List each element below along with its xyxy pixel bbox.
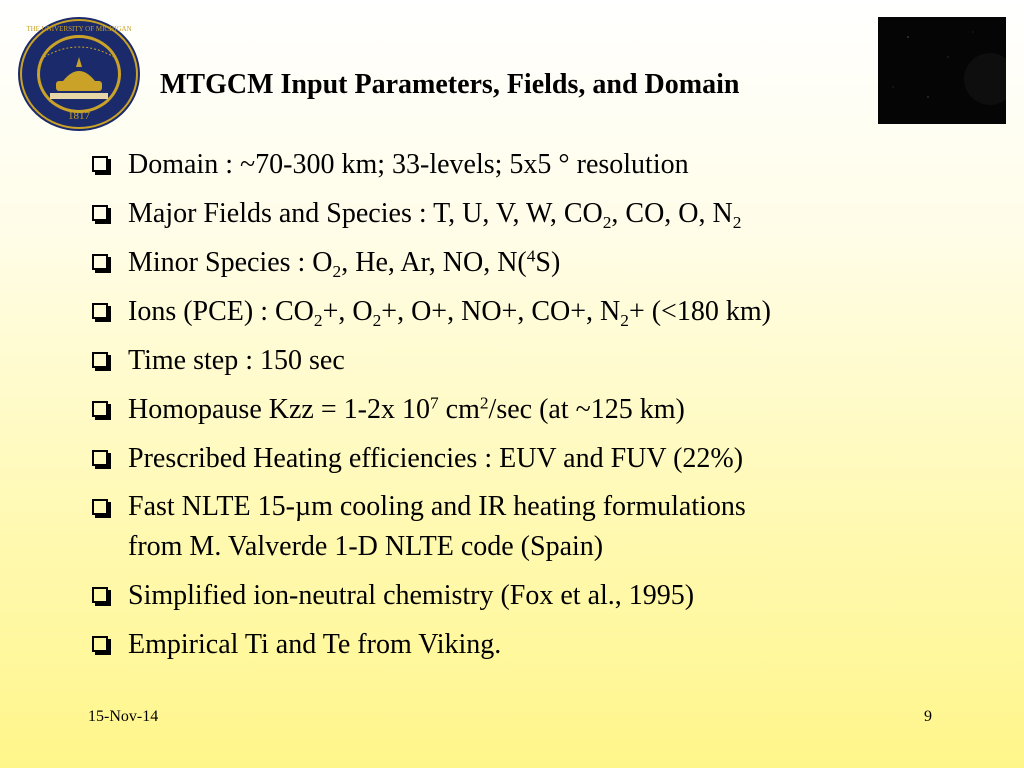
checkbox-bullet-icon [92, 303, 108, 319]
checkbox-bullet-icon [92, 401, 108, 417]
checkbox-bullet-icon [92, 636, 108, 652]
bullet-text: Ions (PCE) : $CO_2+$, $O_2+$, O+, NO+, CO+, $N_2+ (<180$ km) [128, 296, 771, 331]
bullet-text: Major Fields and Species : T, U, V, W, $CO_2$, CO, O, $N_2$ [128, 198, 742, 233]
bullet-text: Simplified ion-neutral chemistry (Fox et al., 1995) [128, 580, 695, 611]
checkbox-bullet-icon [92, 450, 108, 466]
seal-ring-text: THE UNIVERSITY OF MICHIGAN [26, 25, 132, 33]
bullet-item [92, 340, 992, 381]
bullet-item [92, 487, 992, 567]
bullet-text: Domain : ~70-300 km; 33-levels; 5x5 ° resolution [128, 149, 689, 180]
bullet-list [92, 144, 992, 673]
checkbox-bullet-icon [92, 254, 108, 270]
bullet-item [92, 193, 992, 234]
bullet-item [92, 291, 992, 332]
checkbox-bullet-icon [92, 205, 108, 221]
seal-icon [18, 17, 140, 131]
bullet-item [92, 575, 992, 616]
bullet-item [92, 242, 992, 283]
bullet-text: Time step : 150 sec [128, 345, 345, 376]
bullet-item [92, 389, 992, 430]
bullet-item [92, 624, 992, 665]
starfield-image [878, 17, 1006, 124]
checkbox-bullet-icon [92, 499, 108, 515]
bullet-text: Empirical Ti and Te from Viking. [128, 629, 502, 660]
bullet-item [92, 144, 992, 185]
slide-title: MTGCM Input Parameters, Fields, and Domain [160, 69, 740, 100]
footer-date: 15-Nov-14 [88, 708, 159, 725]
checkbox-bullet-icon [92, 587, 108, 603]
mars-photo [878, 17, 1006, 124]
checkbox-bullet-icon [92, 352, 108, 368]
bullet-text: Minor Species : $O_2$, He, Ar, NO, N($^4$S) [128, 246, 561, 282]
university-seal-logo [18, 17, 140, 131]
bullet-text: Homopause Kzz = 1-2x $10^7$ $cm^2/\sec$ (at ~125 km) [128, 393, 685, 425]
checkbox-bullet-icon [92, 156, 108, 172]
bullet-text: Fast NLTE 15-µm cooling and IR heating formulations from M. Valverde 1-D NLTE code (Spain) [128, 491, 746, 562]
seal-year: 1817 [68, 110, 90, 122]
bullet-text: Prescribed Heating efficiencies : EUV and FUV (22%) [128, 443, 744, 474]
bullet-item [92, 438, 992, 479]
page-number: 9 [924, 708, 932, 725]
